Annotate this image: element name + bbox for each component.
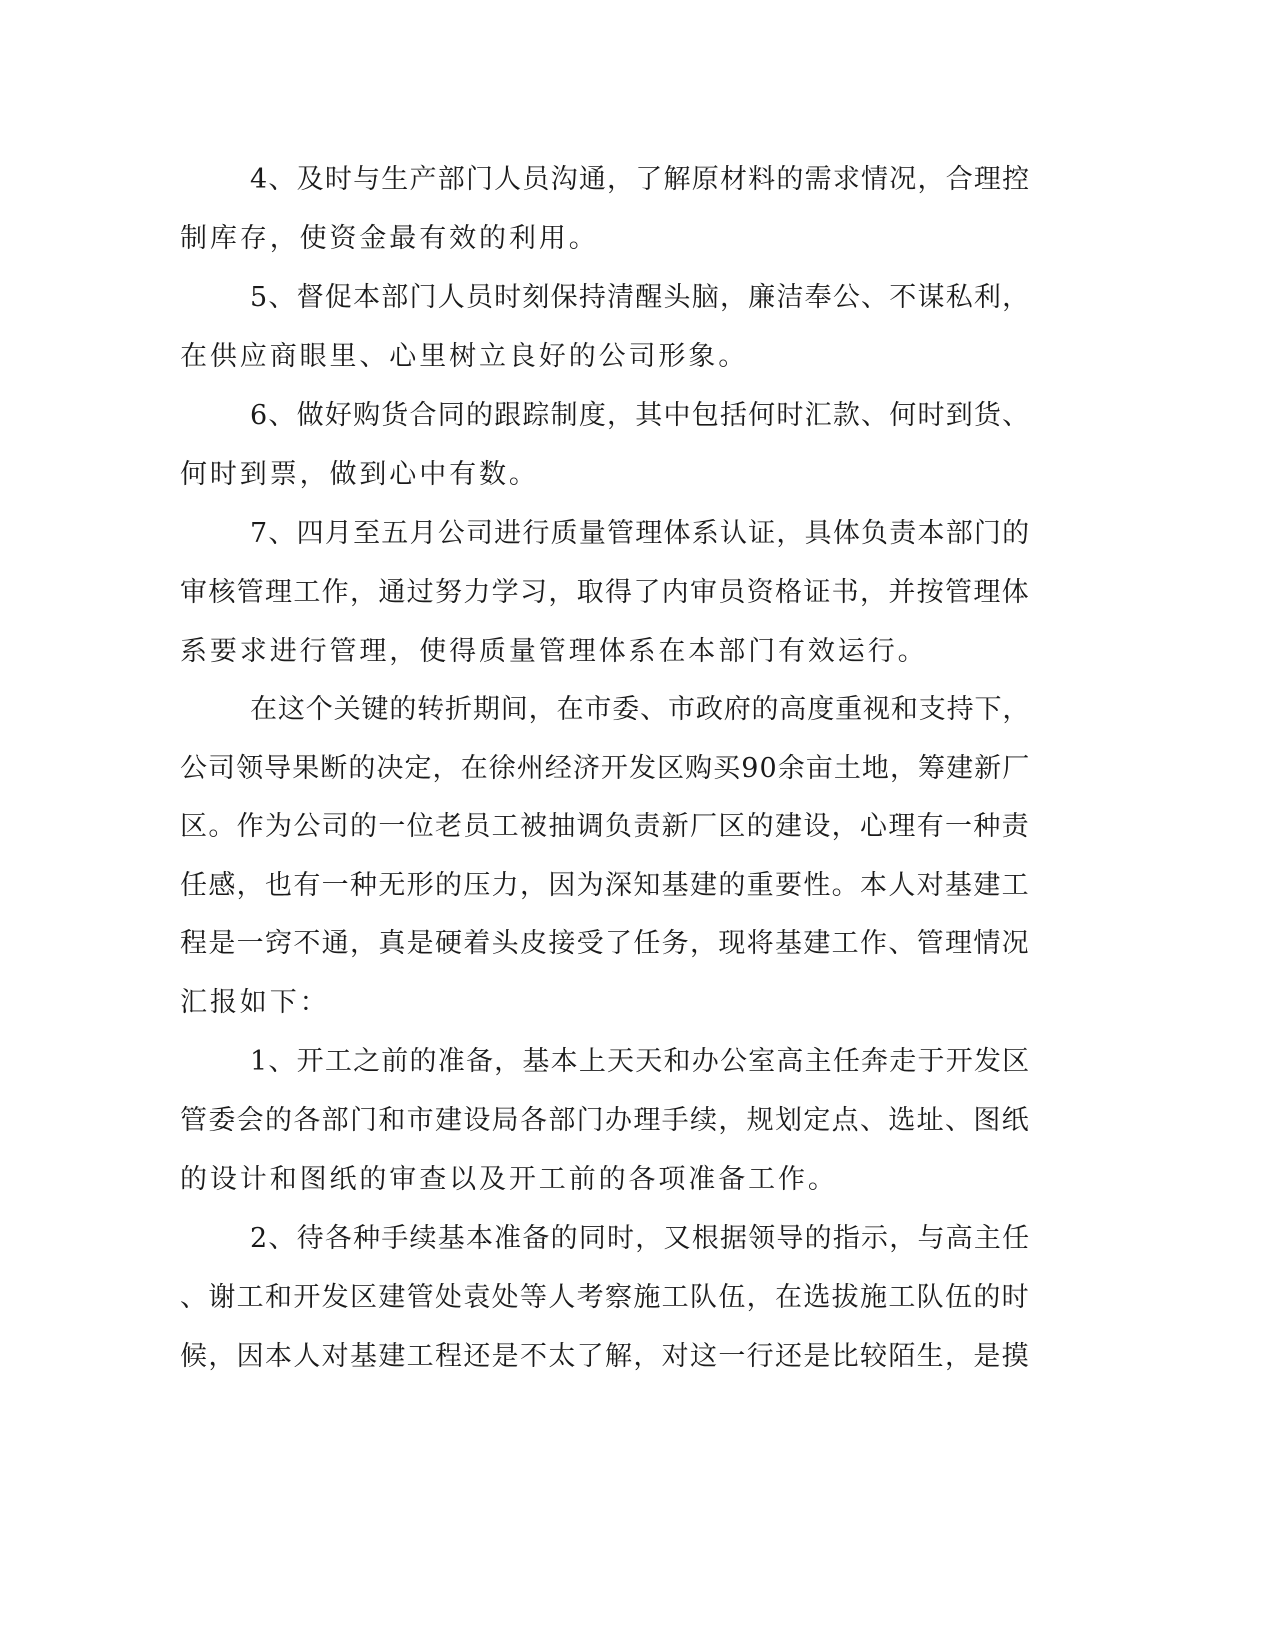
- text-line: 审核管理工作，通过努力学习，取得了内审员资格证书，并按管理体: [180, 577, 1030, 608]
- text-line: 4、及时与生产部门人员沟通，了解原材料的需求情况，合理控: [250, 164, 1031, 195]
- text-line: 5、督促本部门人员时刻保持清醒头脑，廉洁奉公、不谋私利，: [250, 282, 1031, 313]
- text-line: 1、开工之前的准备，基本上天天和办公室高主任奔走于开发区: [250, 1046, 1031, 1077]
- text-line: 何时到票，做到心中有数。: [180, 459, 539, 490]
- text-line: 7、四月至五月公司进行质量管理体系认证，具体负责本部门的: [250, 518, 1031, 549]
- text-line: 在这个关键的转折期间，在市委、市政府的高度重视和支持下，: [250, 694, 1031, 725]
- text-line: 汇报如下：: [180, 987, 330, 1018]
- text-line: 2、待各种手续基本准备的同时，又根据领导的指示，与高主任: [250, 1223, 1031, 1254]
- text-line: 管委会的各部门和市建设局各部门办理手续，规划定点、选址、图纸: [180, 1105, 1030, 1136]
- text-line: 程是一窍不通，真是硬着头皮接受了任务，现将基建工作、管理情况: [180, 928, 1030, 959]
- text-line: 候，因本人对基建工程还是不太了解，对这一行还是比较陌生，是摸: [180, 1341, 1030, 1372]
- text-line: 、谢工和开发区建管处袁处等人考察施工队伍，在选拔施工队伍的时: [180, 1282, 1030, 1313]
- text-line: 制库存，使资金最有效的利用。: [180, 223, 599, 254]
- text-line: 系要求进行管理，使得质量管理体系在本部门有效运行。: [180, 636, 928, 667]
- text-line: 任感，也有一种无形的压力，因为深知基建的重要性。本人对基建工: [180, 870, 1030, 901]
- text-line: 区。作为公司的一位老员工被抽调负责新厂区的建设，心理有一种责: [180, 811, 1030, 842]
- text-line: 公司领导果断的决定，在徐州经济开发区购买90余亩土地，筹建新厂: [180, 753, 1031, 784]
- text-line: 的设计和图纸的审查以及开工前的各项准备工作。: [180, 1164, 838, 1195]
- text-line: 6、做好购货合同的跟踪制度，其中包括何时汇款、何时到货、: [250, 400, 1031, 431]
- text-line: 在供应商眼里、心里树立良好的公司形象。: [180, 341, 749, 372]
